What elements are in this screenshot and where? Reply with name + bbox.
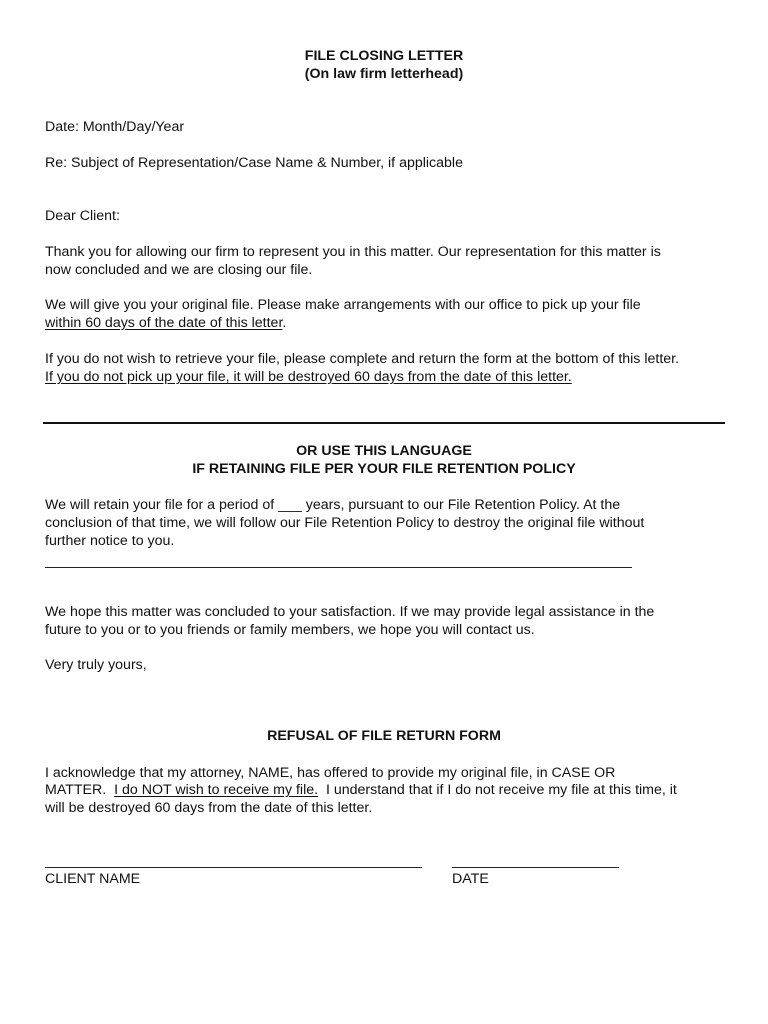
salutation: Dear Client: — [45, 208, 120, 224]
date-line: Date: Month/Day/Year — [45, 119, 185, 135]
pickup-deadline-underlined: within 60 days of the date of this letter — [45, 315, 283, 331]
retention-end-rule — [45, 567, 632, 568]
retention-line-3: further notice to you. — [45, 533, 175, 549]
closing-paragraph-line-1: We hope this matter was concluded to your satisfaction. If we may provide legal assistance in the — [45, 604, 655, 620]
retention-line-2: conclusion of that time, we will follow our File Retention Policy to destroy the original file without — [45, 515, 645, 531]
client-name-label: CLIENT NAME — [45, 871, 141, 887]
retention-line-1: We will retain your file for a period of ___ years, pursuant to our File Retention Policy. At the — [45, 497, 621, 513]
closing-paragraph-line-2: future to you or to you friends or family members, we hope you will contact us. — [45, 622, 535, 638]
section-divider — [43, 422, 725, 424]
client-name-signature-line — [45, 867, 422, 868]
period: . — [282, 315, 287, 331]
paragraph-2-line-2 — [45, 314, 286, 332]
document-title: FILE CLOSING LETTER — [304, 48, 464, 64]
re-line: Re: Subject of Representation/Case Name & Number, if applicable — [45, 155, 463, 171]
paragraph-1-line-2: now concluded and we are closing our file. — [45, 262, 313, 278]
form-line-2-start: MATTER. — [45, 782, 115, 798]
alternative-heading-2: IF RETAINING FILE PER YOUR FILE RETENTION POLICY — [192, 461, 576, 477]
form-heading: REFUSAL OF FILE RETURN FORM — [267, 728, 501, 744]
refusal-statement-underlined: I do NOT wish to receive my file. — [114, 782, 319, 798]
form-line-3: will be destroyed 60 days from the date of this letter. — [45, 800, 373, 816]
signoff: Very truly yours, — [45, 657, 147, 673]
form-line-1: I acknowledge that my attorney, NAME, has offered to provide my original file, in CASE OR — [45, 765, 616, 781]
form-line-2-end: I understand that if I do not receive my file at this time, it — [318, 782, 677, 798]
date-signature-line — [452, 867, 619, 868]
paragraph-1-line-1: Thank you for allowing our firm to represent you in this matter. Our representation for this matter is — [45, 244, 661, 260]
form-line-2 — [45, 781, 677, 799]
paragraph-3-line-1: If you do not wish to retrieve your file, please complete and return the form at the bottom of this letter. — [45, 351, 680, 367]
alternative-heading-1: OR USE THIS LANGUAGE — [296, 443, 472, 459]
paragraph-3-line-2-underlined: If you do not pick up your file, it will be destroyed 60 days from the date of this letter. — [45, 369, 572, 385]
date-label: DATE — [452, 871, 489, 887]
document-subtitle: (On law firm letterhead) — [304, 66, 464, 82]
paragraph-2-line-1: We will give you your original file. Please make arrangements with our office to pick up your file — [45, 297, 641, 313]
